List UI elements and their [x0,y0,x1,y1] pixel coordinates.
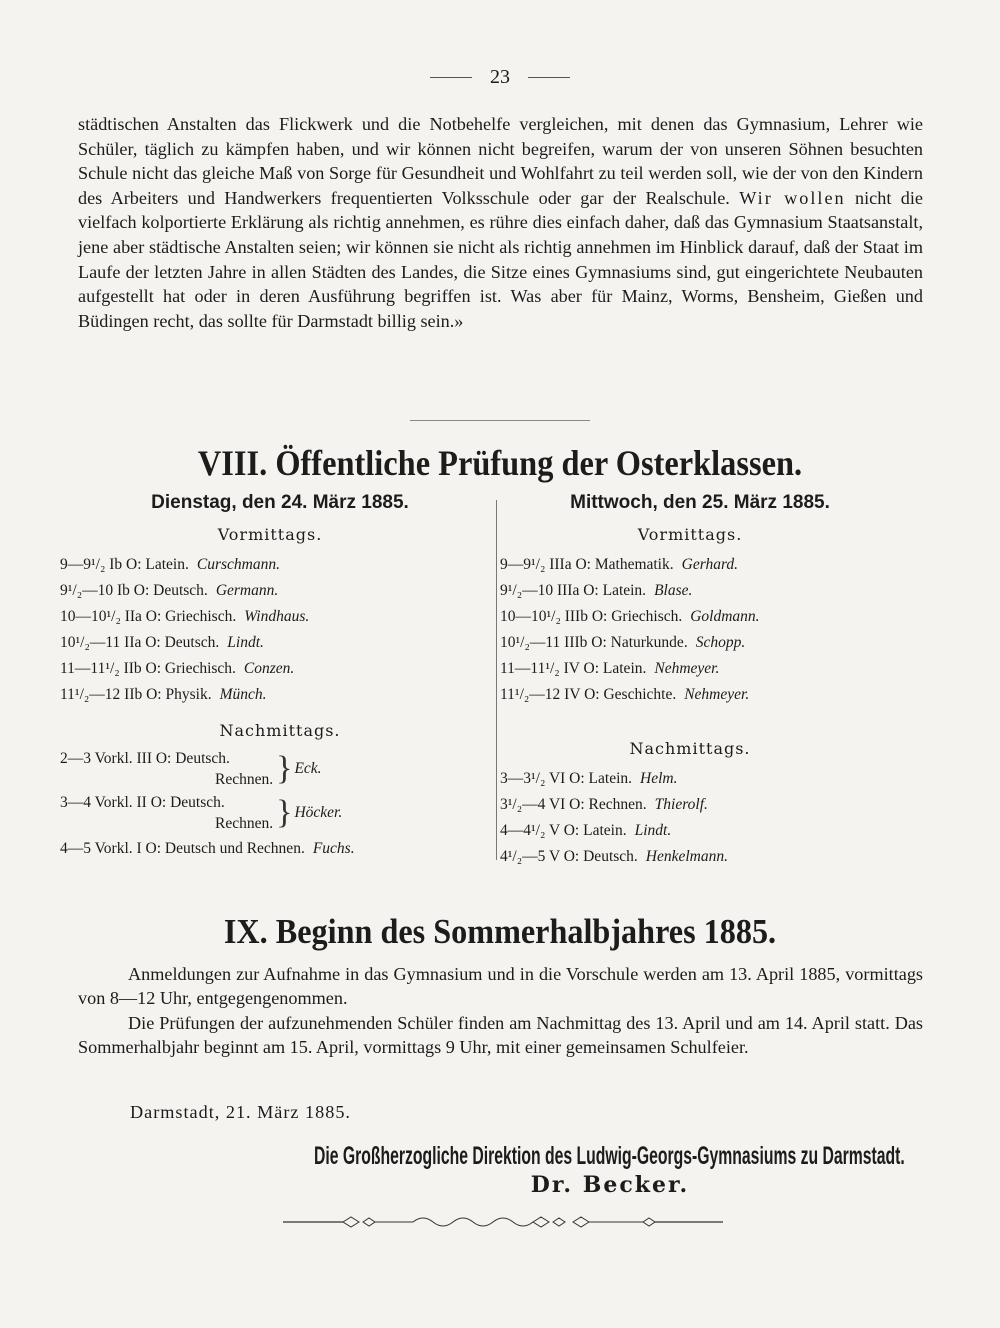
signer-name: Dr. Becker. [530,1172,690,1198]
wednesday-schedule [500,490,880,870]
tuesday-afternoon-last [60,836,480,862]
tuesday-morning-label: Vormittags. [217,525,323,544]
brace-icon: } [276,794,293,831]
entry-teacher: Gerhard. [681,556,739,573]
section-viii-title: VIII. Öffentliche Prüfung der Osterklassen. [197,443,803,483]
ix-paragraph-2: Die Prüfungen der aufzunehmenden Schüler finden am Nachmittag des 13. April und am 14. April statt. Das Sommerhalbjahr beginnt am 15. April, vormittags 9 Uhr, mit einer gemeinsamen Schulfeier. [78,1012,923,1058]
entry-teacher: Fuchs. [312,840,355,857]
wednesday-afternoon-label: Nachmittags. [629,739,751,758]
schedule-entry [60,630,480,656]
entry-slot: 4—4¹/₂ V O: Latein. [500,822,627,839]
group2-line2: Rechnen. [215,815,274,832]
entry-teacher: Blase. [654,582,693,599]
entry-slot: 4—5 Vorkl. I O: Deutsch und Rechnen. [60,840,305,857]
schedule-entry [500,578,880,604]
intro-paragraph [78,112,923,333]
schedule-entry [500,792,880,818]
ix-paragraph-1: Anmeldungen zur Aufnahme in das Gymnasium und in die Vorschule werden am 13. April 1885, vormittags von 8—12 Uhr, entgegengenommen. [78,964,923,1009]
schedule-entry [500,630,880,656]
entry-slot: 3—3¹/₂ VI O: Latein. [500,770,633,787]
group1-teacher: Eck. [294,760,322,777]
entry-teacher: Helm. [640,770,678,787]
header-dash-right [528,77,570,78]
entry-teacher: Münch. [219,686,267,703]
entry-teacher: Henkelmann. [645,848,729,865]
tuesday-morning-list [60,552,480,708]
group1-line2: Rechnen. [215,771,274,788]
schedule-entry [60,656,480,682]
wednesday-heading: Mittwoch, den 25. März 1885. [570,492,830,513]
entry-slot: 10—10¹/₂ IIa O: Griechisch. [60,608,237,625]
group2-teacher: Höcker. [294,804,343,821]
column-divider [496,500,497,860]
tuesday-afternoon-group-1 [60,748,480,790]
tuesday-afternoon-group-2 [60,792,480,834]
schedule-entry [60,578,480,604]
entry-teacher: Nehmeyer. [654,660,720,677]
tuesday-schedule [60,490,480,862]
entry-teacher: Nehmeyer. [684,686,750,703]
entry-slot: 9—9¹/₂ Ib O: Latein. [60,556,189,573]
entry-teacher: Curschmann. [196,556,280,573]
entry-slot: 10—10¹/₂ IIIb O: Griechisch. [500,608,683,625]
ornament-divider-icon [283,1212,723,1232]
schedule-entry [500,656,880,682]
schedule-entry [500,818,880,844]
schedule-entry [500,552,880,578]
entry-slot: 3¹/₂—4 VI O: Rechnen. [500,796,647,813]
brace-icon: } [276,750,293,787]
entry-slot: 4¹/₂—5 V O: Deutsch. [500,848,638,865]
intro-spaced-phrase: Wir wollen [739,187,846,208]
entry-slot: 11—11¹/₂ IIb O: Griechisch. [60,660,236,677]
schedule-entry [500,766,880,792]
entry-slot: 9¹/₂—10 Ib O: Deutsch. [60,582,208,599]
entry-slot: 11—11¹/₂ IV O: Latein. [500,660,647,677]
entry-teacher: Goldmann. [690,608,760,625]
entry-slot: 10¹/₂—11 IIIb O: Naturkunde. [500,634,688,651]
entry-teacher: Germann. [215,582,279,599]
entry-teacher: Lindt. [634,822,672,839]
group1-line1: 2—3 Vorkl. III O: Deutsch. [60,750,230,767]
intro-text-2: nicht die vielfach kolportierte Erklärung als richtig annehmen, es rühre dies einfach daher, daß das Gymnasium Staatsanstalt, jene aber städtische Anstalten seien; wir können sie nicht als richtig annehmen im Hinblick darauf, daß der Staat im Laufe der letzten Jahre in allen Städten des Landes, die Sitze eines Gymnasiums sind, gut eingerichtete Neubauten aufgestellt hat oder in deren Ausführung begriffen ist. Was aber für Mainz, Worms, Bensheim, Gießen und Büdingen recht, das sollte für Darmstadt billig sein.» [78,187,923,331]
page-number: 23 [490,66,510,88]
entry-slot: 11¹/₂—12 IIb O: Physik. [60,686,212,703]
schedule-entry [500,682,880,708]
page-header [0,66,1000,89]
intro-text-1: städtischen Anstalten das Flickwerk und die Notbehelfe vergleichen, mit denen das Gymnasium, Lehrer wie Schüler, täglich zu kämpfen haben, und wir können nicht begreifen, warum der von unseren Söhnen besuchten Schule nicht das gleiche Maß von Sorge für Gesundheit und Wohlfahrt zu teil werden soll, wie der von den Kindern des Arbeiters und Handwerkers frequentierten Volksschule oder gar der Realschule. [78,114,923,208]
entry-teacher: Schopp. [695,634,746,651]
entry-teacher: Thierolf. [654,796,708,813]
tuesday-heading: Dienstag, den 24. März 1885. [151,492,409,513]
header-dash-left [430,77,472,78]
group2-line1: 3—4 Vorkl. II O: Deutsch. [60,794,225,811]
schedule-entry [60,682,480,708]
section-ix-title: IX. Beginn des Sommerhalbjahres 1885. [223,912,777,951]
entry-teacher: Lindt. [227,634,264,651]
schedule-entry [500,604,880,630]
wednesday-morning-list [500,552,880,708]
entry-slot: 10¹/₂—11 IIa O: Deutsch. [60,634,220,651]
entry-slot: 9—9¹/₂ IIIa O: Mathematik. [500,556,674,573]
entry-teacher: Conzen. [243,660,295,677]
tuesday-afternoon-label: Nachmittags. [219,721,341,740]
schedule-entry [60,604,480,630]
entry-slot: 9¹/₂—10 IIIa O: Latein. [500,582,647,599]
wednesday-afternoon-list [500,766,880,870]
wednesday-morning-label: Vormittags. [637,525,743,544]
entry-teacher: Windhaus. [244,608,310,625]
schedule-entry [500,844,880,870]
section-divider [410,420,590,421]
institution-signature: Die Großherzogliche Direktion des Ludwig-Georgs-Gymnasiums zu Darmstadt. [314,1142,905,1170]
entry-slot: 11¹/₂—12 IV O: Geschichte. [500,686,677,703]
section-ix-body [78,962,923,1060]
dateline: Darmstadt, 21. März 1885. [130,1102,351,1122]
schedule-entry [60,552,480,578]
